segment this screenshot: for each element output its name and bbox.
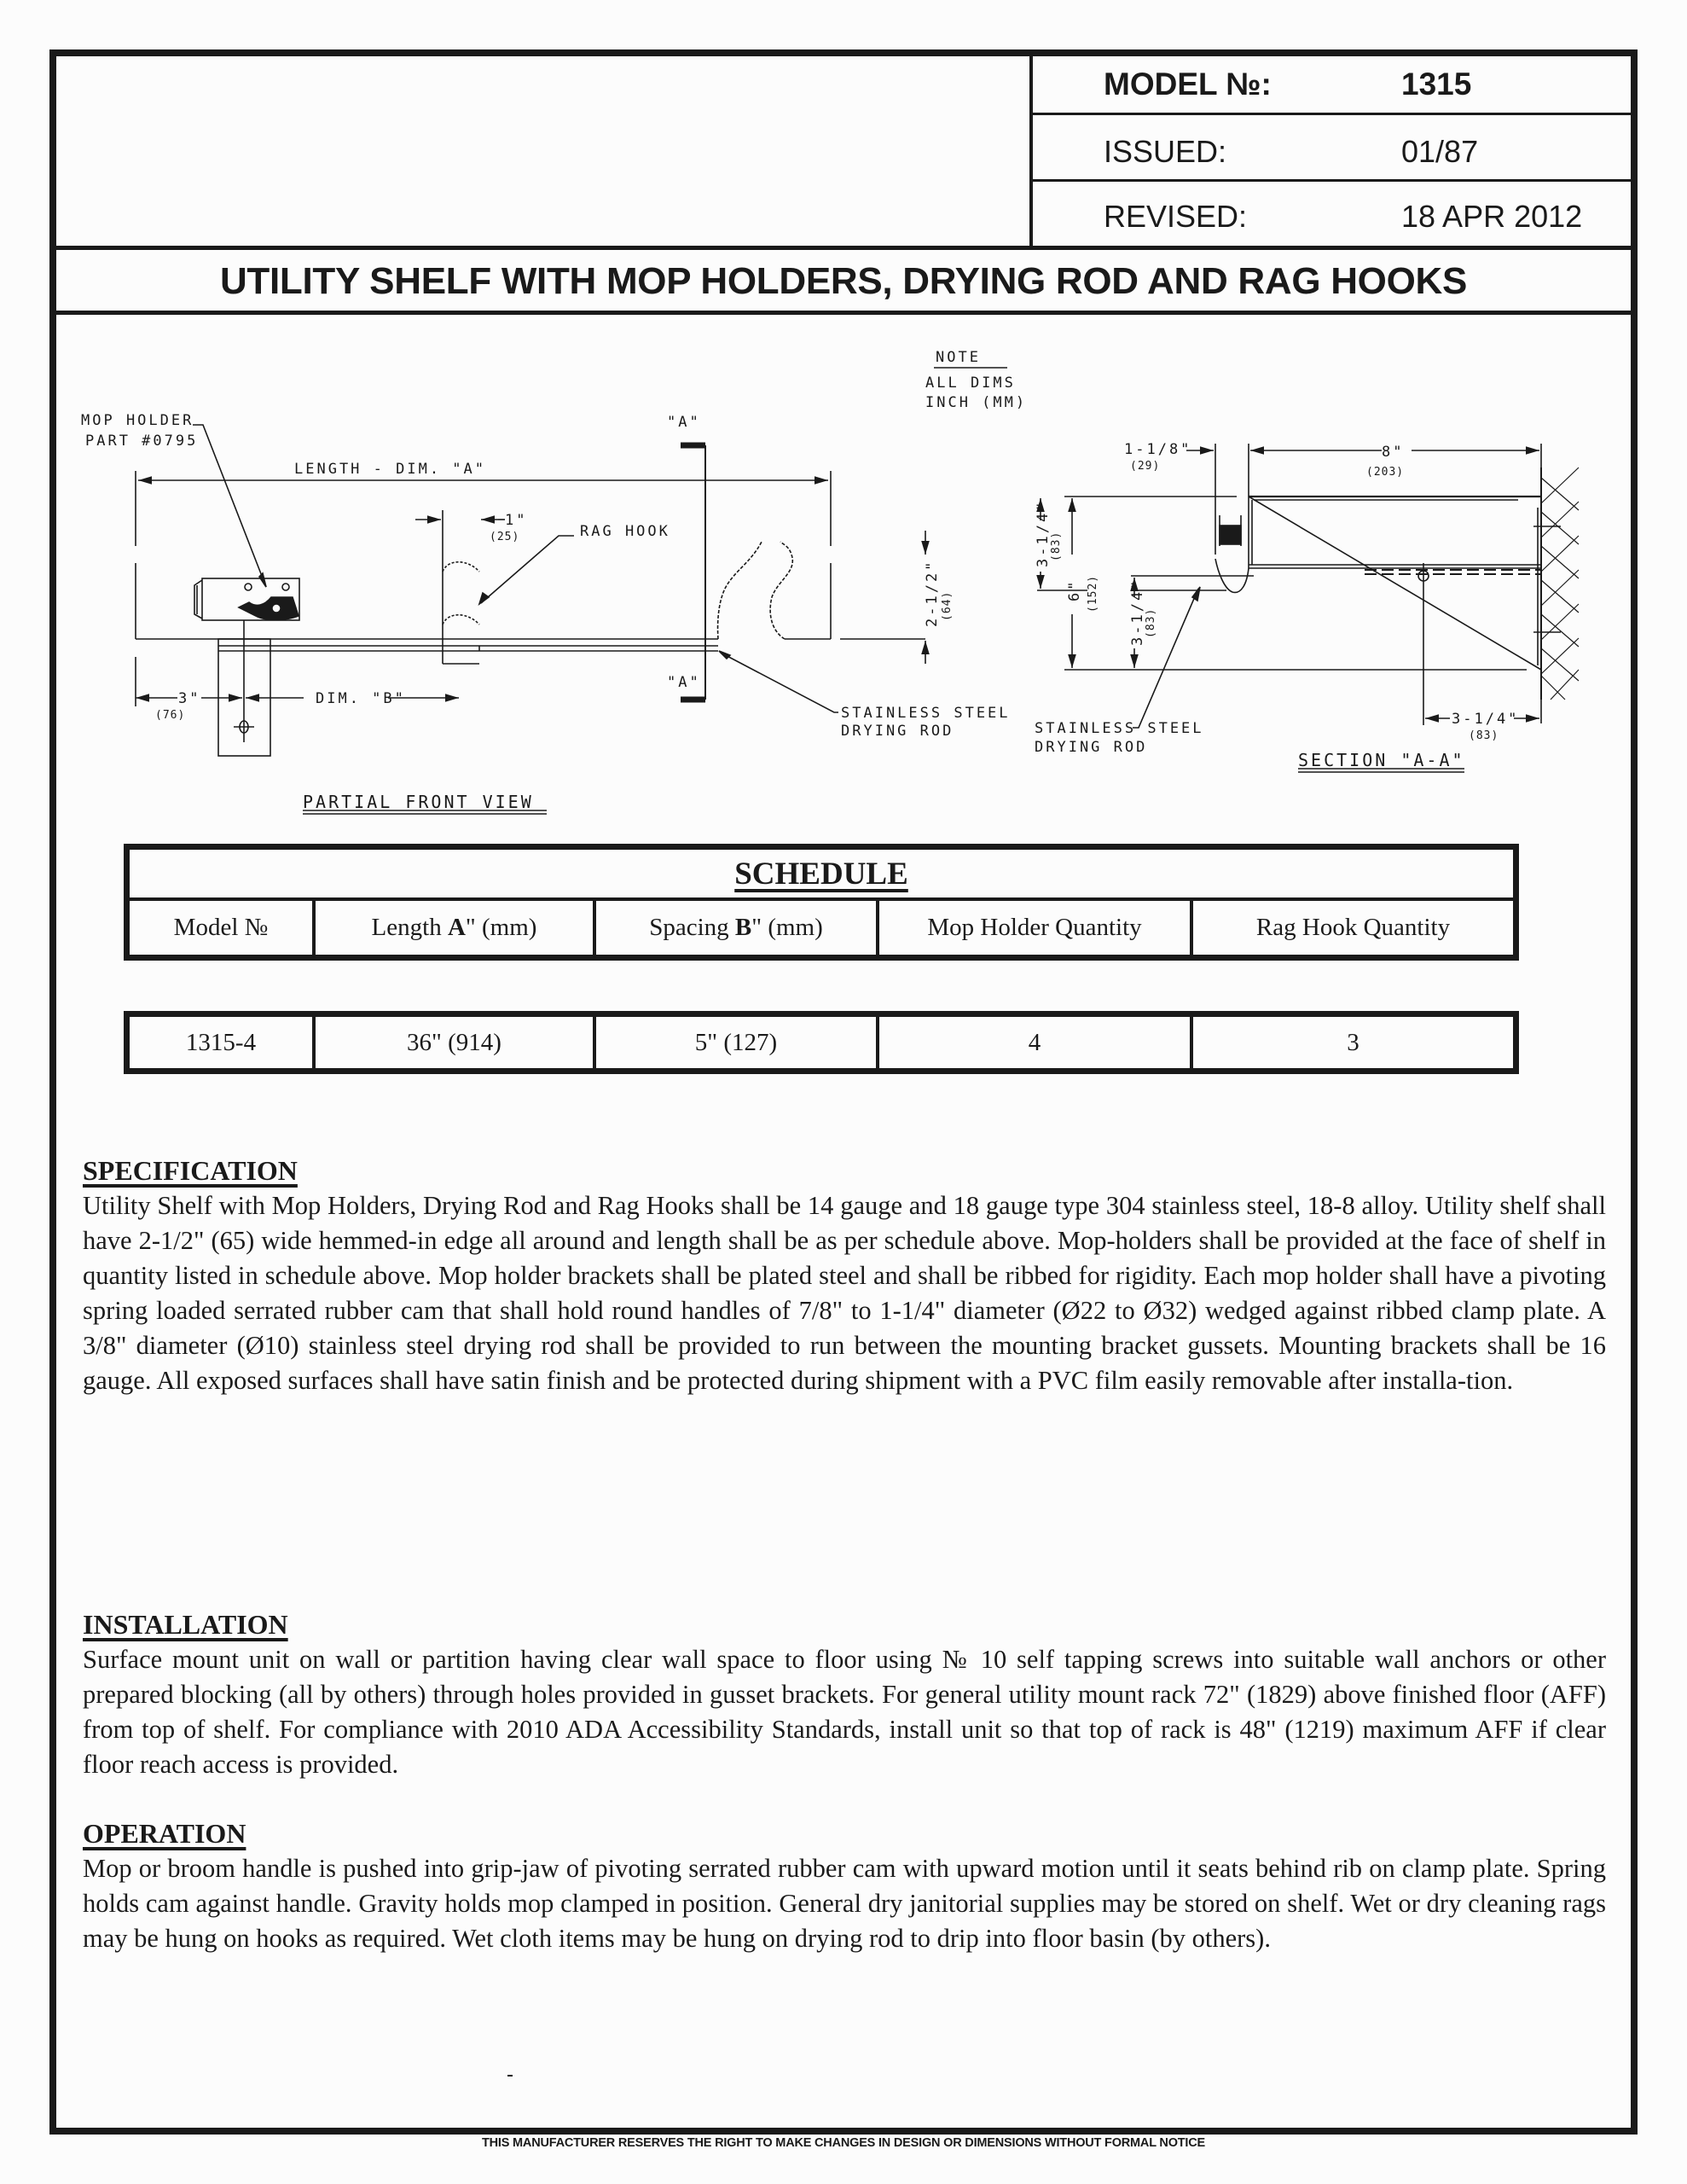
mop-holder-part: PART #0795 [85, 433, 199, 450]
cell-model: 1315-4 [127, 1014, 315, 1072]
revised-label: REVISED: [1104, 199, 1248, 234]
column-header-length: Length A" (mm) [314, 899, 594, 958]
footer-notice: THIS MANUFACTURER RESERVES THE RIGHT TO MAKE CHANGES IN DESIGN OR DIMENSIONS WITHOUT FORMAL NOTICE [481, 2136, 1206, 2150]
hook-drop-mm: (83) [1050, 531, 1063, 561]
issued-label: ISSUED: [1104, 134, 1227, 169]
column-header-model: Model № [127, 899, 315, 958]
rod-offset-mm: (83) [1469, 729, 1499, 742]
operation-heading: OPERATION [83, 1818, 246, 1849]
total-height-in: 6" [1066, 578, 1083, 601]
hook-width-mm: (25) [490, 531, 520, 543]
lip-mm: (29) [1130, 460, 1161, 473]
installation-section [83, 1607, 1606, 1782]
specification-section [83, 1153, 1606, 1398]
section-rod-label-1: STAINLESS STEEL [1035, 720, 1204, 737]
revised-value: 18 APR 2012 [1401, 199, 1583, 234]
front-rod-label-1: STAINLESS STEEL [841, 705, 1011, 722]
operation-section [83, 1816, 1606, 1956]
offset-mm: (76) [155, 709, 186, 722]
rod-height-in: 3-1/4" [1129, 578, 1146, 646]
schedule-header-table [124, 844, 1519, 961]
model-number-value: 1315 [1401, 67, 1472, 102]
column-header-spacing: Spacing B" (mm) [594, 899, 878, 958]
section-marker-top: "A" [667, 414, 701, 431]
total-height-mm: (152) [1087, 574, 1099, 613]
installation-body: Surface mount unit on wall or partition having clear wall space to floor using № 10 self tapping screws into suitable wall anchors or other prepared blocking (all by others) through holes provided in gusset brackets. For general utility mount rack 72" (1829) above finished floor (AFF) from top of shelf. For compliance with 2010 ADA Accessibility Standards, install unit so that top of rack is 48" (1219) maximum AFF if clear floor reach access is provided. [83, 1645, 1606, 1779]
note-title: NOTE [936, 349, 981, 366]
edge-height-in: 2-1/2" [924, 559, 941, 627]
document-title: UTILITY SHELF WITH MOP HOLDERS, DRYING ROD AND RAG HOOKS [219, 260, 1468, 302]
front-view [136, 425, 925, 814]
table-row [127, 1014, 1516, 1072]
length-dim-label: LENGTH - DIM. "A" [294, 461, 486, 478]
schedule-data-table [124, 1011, 1519, 1074]
depth-in: 8" [1382, 444, 1405, 461]
note-line-1: ALL DIMS [925, 375, 1016, 392]
section-marker-bottom: "A" [667, 674, 701, 691]
hook-drop-in: 3-1/4" [1035, 499, 1052, 567]
schedule-title-cell [127, 847, 1516, 900]
operation-body: Mop or broom handle is pushed into grip-jaw of pivoting serrated rubber cam with upward motion until it seats behind rib on clamp plate. Spring holds cam against handle. Gravity holds mop clamped in position. General dry janitorial supplies may be stored on shelf. Wet or dry cleaning rags may be hung on hooks as required. Wet cloth items may be hung on drying rod to drip into floor basin (by others). [83, 1854, 1606, 1953]
cell-rag-hook-qty: 3 [1191, 1014, 1516, 1072]
mop-holder-label: MOP HOLDER [81, 412, 194, 429]
cell-length: 36" (914) [314, 1014, 594, 1072]
rod-height-mm: (83) [1145, 607, 1157, 638]
cell-mop-holder-qty: 4 [878, 1014, 1191, 1072]
schedule-title: SCHEDULE [734, 856, 908, 892]
hook-width-in: 1" [505, 512, 528, 529]
issued-value: 01/87 [1401, 134, 1479, 169]
column-header-rag-hook-qty: Rag Hook Quantity [1191, 899, 1516, 958]
offset-in: 3" [178, 690, 201, 707]
lip-in: 1-1/8" [1124, 441, 1192, 458]
depth-mm: (203) [1366, 466, 1405, 479]
cell-spacing: 5" (127) [594, 1014, 878, 1072]
model-number-label: MODEL №: [1104, 67, 1272, 102]
stray-mark [507, 2075, 513, 2077]
section-view-title: SECTION "A-A" [1298, 750, 1465, 770]
technical-drawing [0, 0, 1687, 853]
section-rod-label-2: DRYING ROD [1035, 739, 1148, 756]
front-view-title: PARTIAL FRONT VIEW [303, 792, 534, 812]
note-line-2: INCH (MM) [925, 394, 1028, 411]
specification-heading: SPECIFICATION [83, 1155, 298, 1186]
dim-b-label: DIM. "B" [316, 690, 406, 707]
specification-body: Utility Shelf with Mop Holders, Drying Rod and Rag Hooks shall be 14 gauge and 18 gauge type 304 stainless steel, 18-8 alloy. Utility shelf shall have 2-1/2" (65) wide hemmed-in edge all around and length shall be as per schedule above. Mop-holders shall be provided at the face of shelf in quantity listed in schedule above. Mop holder brackets shall be plated steel and shall be ribbed for rigidity. Each mop holder shall have a pivoting spring loaded serrated rubber cam that shall hold round handles of 7/8" to 1-1/4" diameter (Ø22 to Ø32) wedged against ribbed clamp plate. A 3/8" diameter (Ø10) stainless steel drying rod shall be provided to run between the mounting bracket gussets. Mounting brackets shall be 16 gauge. All exposed surfaces shall have satin finish and be protected during shipment with a PVC film easily removable after installa-tion. [83, 1191, 1606, 1395]
installation-heading: INSTALLATION [83, 1609, 288, 1640]
edge-height-mm: (64) [941, 590, 954, 621]
front-rod-label-2: DRYING ROD [841, 723, 954, 740]
rod-offset-in: 3-1/4" [1452, 711, 1520, 728]
rag-hook-label: RAG HOOK [580, 523, 670, 540]
schedule-column-headers [127, 899, 1516, 958]
column-header-mop-holder-qty: Mop Holder Quantity [878, 899, 1191, 958]
